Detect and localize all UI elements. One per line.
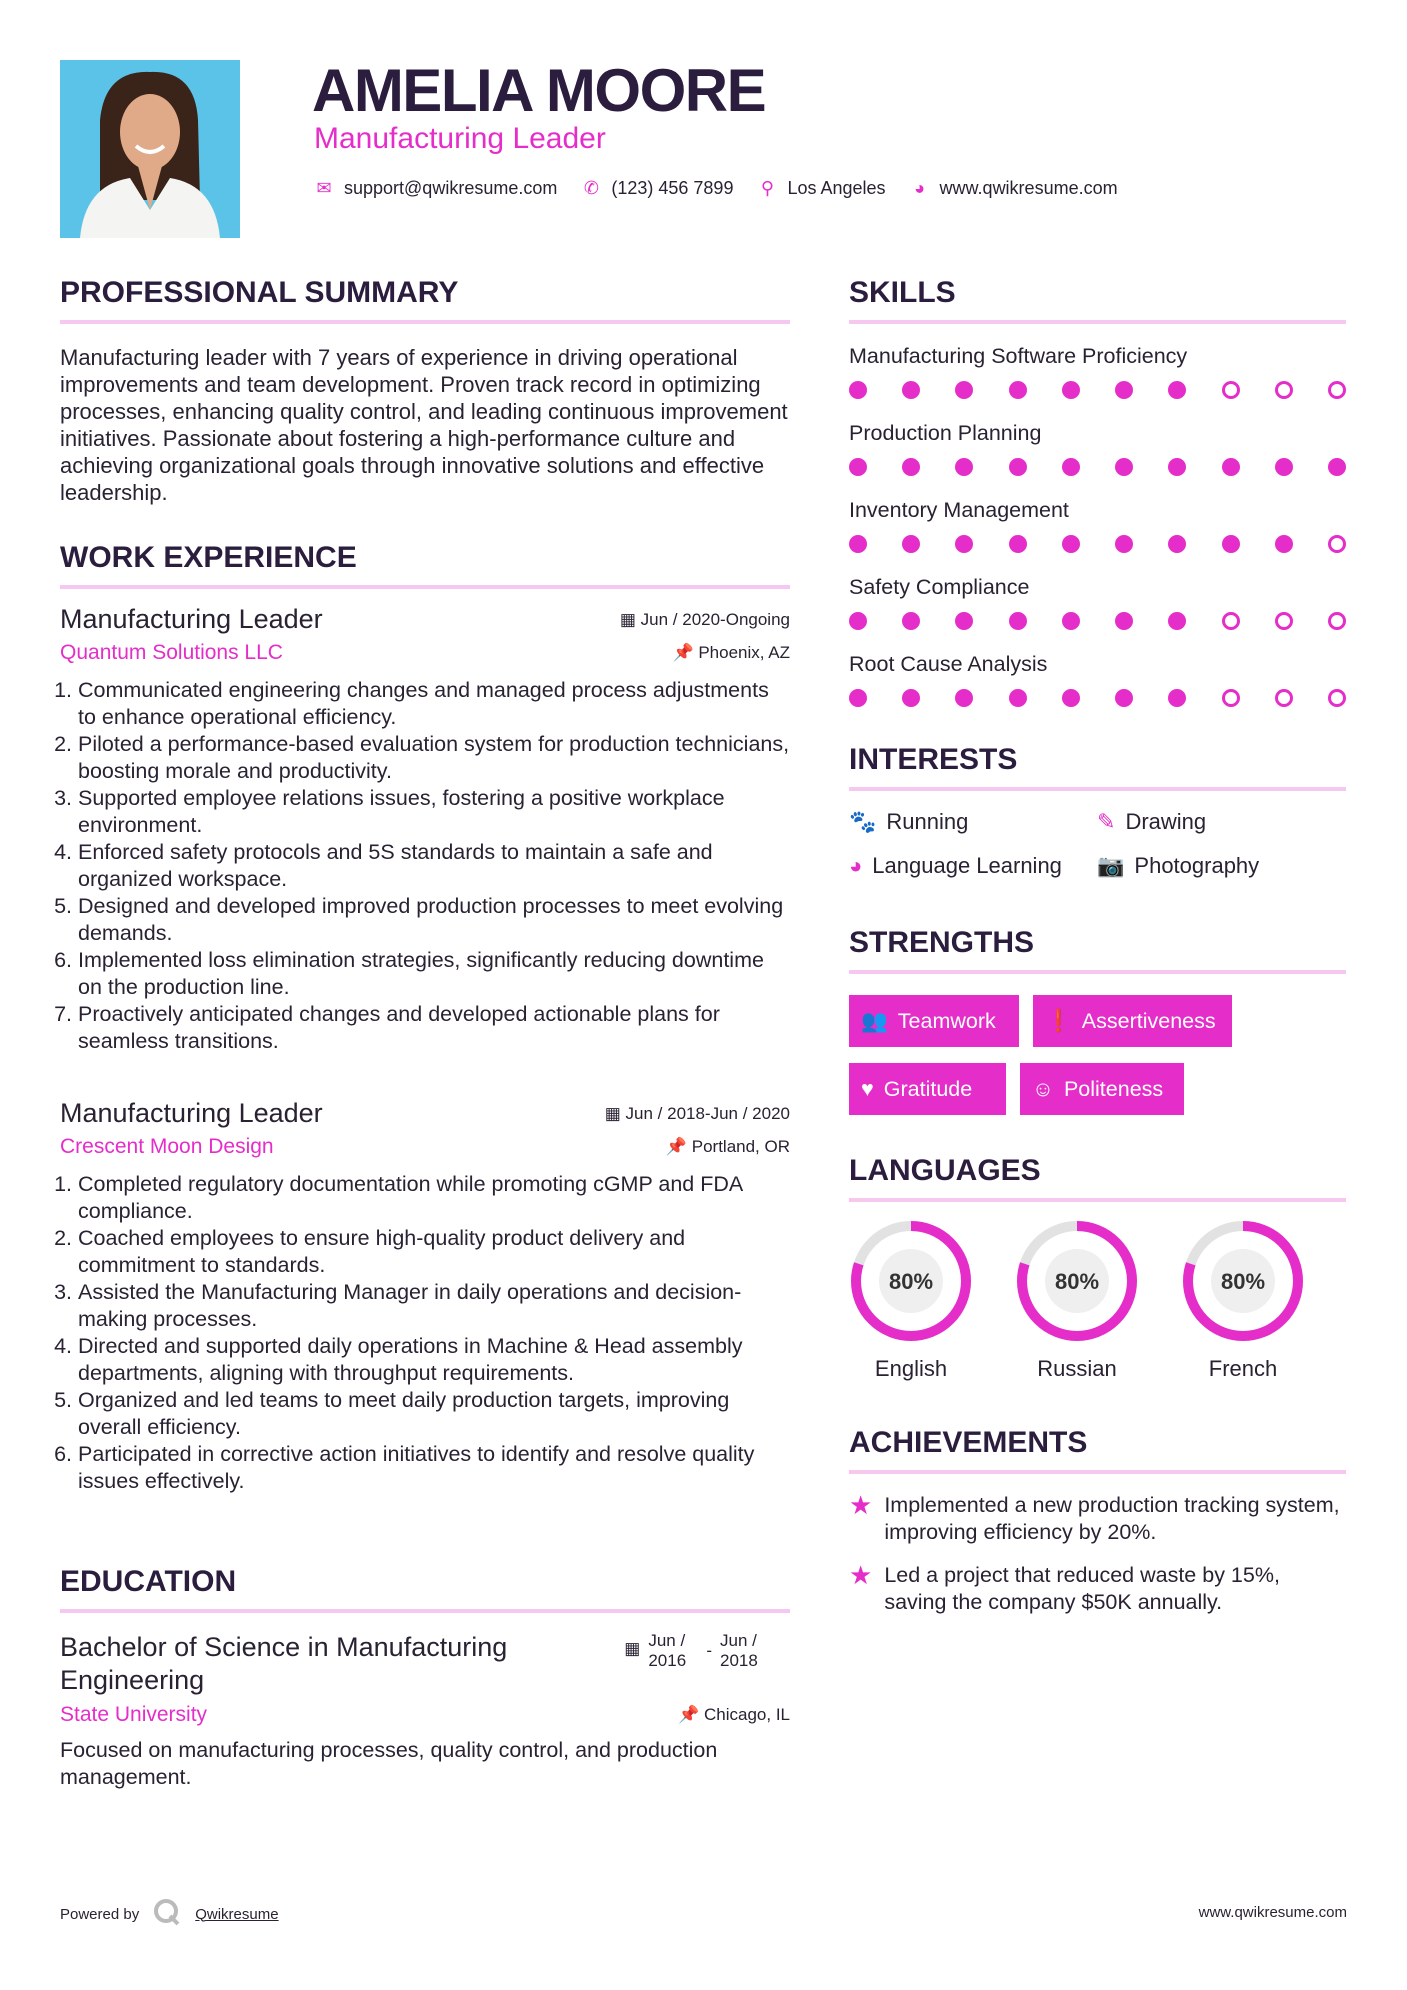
camera-icon: 📷 (1097, 853, 1125, 878)
rating-dot-filled (902, 689, 920, 707)
rating-dot-filled (1062, 535, 1080, 553)
list-item: 5. Designed and developed improved production processes to meet evolving demands. (78, 893, 790, 947)
skill-rating (849, 689, 1346, 707)
job-dates: Jun / 2018-Jun / 2020 (625, 1103, 790, 1123)
interest-label: Drawing (1125, 809, 1207, 834)
language-percent: 80% (1054, 1269, 1100, 1294)
interest-label: Language Learning (872, 853, 1062, 878)
job-bullets (60, 1171, 790, 1495)
list-item: 3. Supported employee relations issues, fostering a positive workplace environment. (78, 785, 790, 839)
rating-dot-filled (1009, 381, 1027, 399)
achievement-item (849, 1562, 1346, 1616)
rating-dot-filled (849, 535, 867, 553)
education-location: Chicago, IL (704, 1705, 790, 1724)
list-item: 4. Enforced safety protocols and 5S standards to maintain a safe and organized workspace. (78, 839, 790, 893)
divider (849, 320, 1346, 324)
company-name: Quantum Solutions LLC (60, 641, 283, 664)
qwikresume-link[interactable]: Qwikresume (195, 1905, 279, 1923)
candidate-title: Manufacturing Leader (314, 122, 606, 155)
contact-phone[interactable]: (123) 456 7899 (611, 178, 734, 198)
skill-item (849, 652, 1346, 707)
rating-dot-filled (1222, 458, 1240, 476)
section-heading: WORK EXPERIENCE (60, 541, 357, 574)
degree: Bachelor of Science in Manufacturing Engineering (60, 1632, 508, 1695)
achievement-text: Led a project that reduced waste by 15%, saving the company $50K annually. (884, 1563, 1280, 1614)
list-item: 4. Directed and supported daily operations in Machine & Head assembly departments, aligning with throughput requirements. (78, 1333, 790, 1387)
language-donut (1015, 1219, 1139, 1343)
interest-photography (1097, 853, 1346, 879)
rating-dot-empty (1275, 381, 1293, 399)
language-item (1015, 1219, 1139, 1382)
rating-dot-empty (1275, 612, 1293, 630)
rating-dot-filled (1168, 612, 1186, 630)
rating-dot-filled (955, 458, 973, 476)
smile-icon: ☺ (1032, 1076, 1054, 1101)
rating-dot-filled (1115, 535, 1133, 553)
experience-section (60, 541, 790, 589)
strength-badge (849, 1063, 1006, 1115)
skill-name: Inventory Management (849, 498, 1069, 522)
rating-dot-filled (1168, 535, 1186, 553)
rating-dot-filled (1009, 612, 1027, 630)
interest-running (849, 809, 1097, 835)
pushpin-icon: 📌 (665, 1137, 692, 1156)
divider (849, 970, 1346, 974)
rating-dot-empty (1328, 689, 1346, 707)
rating-dot-filled (955, 689, 973, 707)
language-percent: 80% (888, 1269, 934, 1294)
rating-dot-filled (902, 381, 920, 399)
rating-dot-filled (902, 612, 920, 630)
skill-rating (849, 535, 1346, 553)
rating-dot-filled (1328, 458, 1346, 476)
section-heading: LANGUAGES (849, 1154, 1041, 1187)
profile-photo (60, 60, 240, 238)
strength-badge (1020, 1063, 1184, 1115)
strength-label: Gratitude (883, 1076, 973, 1101)
rating-dot-filled (955, 535, 973, 553)
star-icon: ★ (849, 1560, 873, 1590)
users-icon: 👥 (861, 1008, 888, 1033)
date-separator: - (706, 1641, 712, 1660)
rating-dot-filled (1222, 535, 1240, 553)
rating-dot-empty (1222, 689, 1240, 707)
education-start: Jun / 2016 (648, 1631, 687, 1670)
skill-rating (849, 612, 1346, 630)
divider (849, 1198, 1346, 1202)
rating-dot-filled (1115, 689, 1133, 707)
rating-dot-filled (1062, 612, 1080, 630)
list-item: 5. Organized and led teams to meet daily production targets, improving overall efficiency. (78, 1387, 790, 1441)
rating-dot-filled (849, 612, 867, 630)
job-bullets (60, 677, 790, 1055)
phone-icon: ✆ (583, 178, 599, 198)
rating-dot-filled (1115, 612, 1133, 630)
rating-dot-empty (1328, 612, 1346, 630)
section-heading: SKILLS (849, 276, 956, 309)
rating-dot-empty (1222, 381, 1240, 399)
rating-dot-filled (955, 612, 973, 630)
skills-section (849, 276, 1346, 729)
rating-dot-filled (1009, 458, 1027, 476)
list-item: 6. Participated in corrective action initiatives to identify and resolve quality issues effectively. (78, 1441, 790, 1495)
skill-name: Safety Compliance (849, 575, 1030, 599)
rating-dot-filled (1275, 458, 1293, 476)
job-entry (60, 604, 790, 1055)
education-section (60, 1565, 790, 1791)
contact-email[interactable]: support@qwikresume.com (344, 178, 558, 198)
star-icon: ★ (849, 1490, 873, 1520)
divider (849, 1470, 1346, 1474)
rating-dot-filled (849, 689, 867, 707)
rating-dot-filled (902, 458, 920, 476)
rating-dot-filled (1115, 381, 1133, 399)
divider (60, 320, 790, 324)
job-location: Phoenix, AZ (698, 643, 790, 662)
achievements-section (849, 1426, 1346, 1616)
list-item: 1. Completed regulatory documentation while promoting cGMP and FDA compliance. (78, 1171, 790, 1225)
language-donut (1181, 1219, 1305, 1343)
strength-label: Teamwork (897, 1008, 996, 1033)
interest-language-learning (849, 853, 1097, 879)
job-title: Manufacturing Leader (60, 604, 323, 634)
rating-dot-filled (1062, 458, 1080, 476)
section-heading: EDUCATION (60, 1565, 237, 1598)
list-item: 3. Assisted the Manufacturing Manager in daily operations and decision-making processes. (78, 1279, 790, 1333)
list-item: 6. Implemented loss elimination strategies, significantly reducing downtime on the production line. (78, 947, 790, 1001)
contact-website[interactable]: www.qwikresume.com (939, 178, 1118, 198)
skill-name: Manufacturing Software Proficiency (849, 344, 1188, 368)
languages-section (849, 1154, 1346, 1382)
qwikresume-logo-icon (153, 1898, 181, 1930)
strength-badge (849, 995, 1019, 1047)
skill-rating (849, 381, 1346, 399)
contact-bar (314, 178, 1132, 199)
rating-dot-empty (1328, 535, 1346, 553)
job-title: Manufacturing Leader (60, 1098, 323, 1128)
rating-dot-filled (1168, 381, 1186, 399)
divider (60, 1609, 790, 1613)
rating-dot-empty (1222, 612, 1240, 630)
education-description: Focused on manufacturing processes, quality control, and production management. (60, 1738, 718, 1789)
rating-dot-filled (849, 381, 867, 399)
skill-item (849, 575, 1346, 630)
paw-icon: 🐾 (849, 809, 877, 834)
skill-name: Production Planning (849, 421, 1042, 445)
strengths-section (849, 926, 1346, 1115)
job-entry (60, 1098, 790, 1495)
pencil-icon: ✎ (1097, 809, 1116, 834)
section-heading: INTERESTS (849, 743, 1018, 776)
achievement-text: Implemented a new production tracking system, improving efficiency by 20%. (884, 1493, 1340, 1544)
candidate-name: AMELIA MOORE (312, 57, 766, 124)
rating-dot-filled (1168, 458, 1186, 476)
language-percent: 80% (1220, 1269, 1266, 1294)
globe-icon: ◕ (914, 178, 925, 198)
envelope-icon: ✉ (316, 178, 332, 198)
list-item: 7. Proactively anticipated changes and developed actionable plans for seamless transitions. (78, 1001, 790, 1055)
language-name: Russian (1037, 1356, 1117, 1381)
contact-location: Los Angeles (787, 178, 886, 198)
calendar-icon: ▦ (624, 1639, 641, 1658)
achievement-item (849, 1492, 1346, 1546)
summary-text: Manufacturing leader with 7 years of experience in driving operational improvements and team development. Proven track record in optimizing processes, enhancing quality control, and leading continuous improvement initiatives. Passionate about fostering a high-performance culture and achieving organizational goals through innovative solutions and effective leadership. (60, 345, 788, 505)
footer-url[interactable]: www.qwikresume.com (1198, 1904, 1347, 1921)
section-heading: ACHIEVEMENTS (849, 1426, 1088, 1459)
divider (60, 585, 790, 589)
exclamation-icon: ❗ (1045, 1008, 1072, 1033)
calendar-icon: ▦ (619, 609, 641, 629)
education-end: Jun / 2018 (720, 1631, 758, 1670)
skill-item (849, 344, 1346, 399)
language-name: English (874, 1356, 948, 1381)
rating-dot-empty (1328, 381, 1346, 399)
school-name: State University (60, 1703, 208, 1726)
heart-icon: ♥ (861, 1076, 874, 1101)
footer-brand (60, 1898, 279, 1930)
list-item: 2. Piloted a performance-based evaluation system for production technicians, boosting morale and productivity. (78, 731, 790, 785)
powered-by-label: Powered by (60, 1905, 140, 1923)
job-location: Portland, OR (691, 1137, 790, 1156)
rating-dot-filled (1115, 458, 1133, 476)
globe-icon: ◕ (849, 853, 863, 878)
section-heading: PROFESSIONAL SUMMARY (60, 276, 459, 309)
language-item (1181, 1219, 1305, 1382)
pushpin-icon: 📌 (672, 643, 699, 662)
section-heading: STRENGTHS (849, 926, 1035, 959)
rating-dot-filled (1168, 689, 1186, 707)
map-pin-icon: ⚲ (760, 178, 775, 198)
skill-item (849, 498, 1346, 553)
calendar-icon: ▦ (604, 1103, 626, 1123)
rating-dot-filled (849, 458, 867, 476)
rating-dot-filled (955, 381, 973, 399)
language-donut (849, 1219, 973, 1343)
strength-badge (1033, 995, 1232, 1047)
rating-dot-filled (1009, 689, 1027, 707)
pushpin-icon: 📌 (678, 1705, 704, 1724)
skill-name: Root Cause Analysis (849, 652, 1048, 676)
rating-dot-filled (902, 535, 920, 553)
language-item (849, 1219, 973, 1382)
summary-section (60, 276, 790, 506)
rating-dot-filled (1275, 535, 1293, 553)
list-item: 2. Coached employees to ensure high-quality product delivery and commitment to standards. (78, 1225, 790, 1279)
job-dates: Jun / 2020-Ongoing (640, 609, 790, 629)
strength-label: Politeness (1063, 1076, 1164, 1101)
rating-dot-filled (1009, 535, 1027, 553)
list-item: 1. Communicated engineering changes and managed process adjustments to enhance operational efficiency. (78, 677, 790, 731)
rating-dot-filled (1062, 381, 1080, 399)
interest-drawing (1097, 809, 1346, 835)
skill-rating (849, 458, 1346, 476)
rating-dot-empty (1275, 689, 1293, 707)
skill-item (849, 421, 1346, 476)
company-name: Crescent Moon Design (60, 1135, 274, 1158)
rating-dot-filled (1062, 689, 1080, 707)
divider (849, 787, 1346, 791)
interests-section (849, 743, 1346, 879)
strength-label: Assertiveness (1081, 1008, 1216, 1033)
interest-label: Running (886, 809, 969, 834)
interest-label: Photography (1134, 853, 1260, 878)
language-name: French (1208, 1356, 1278, 1381)
